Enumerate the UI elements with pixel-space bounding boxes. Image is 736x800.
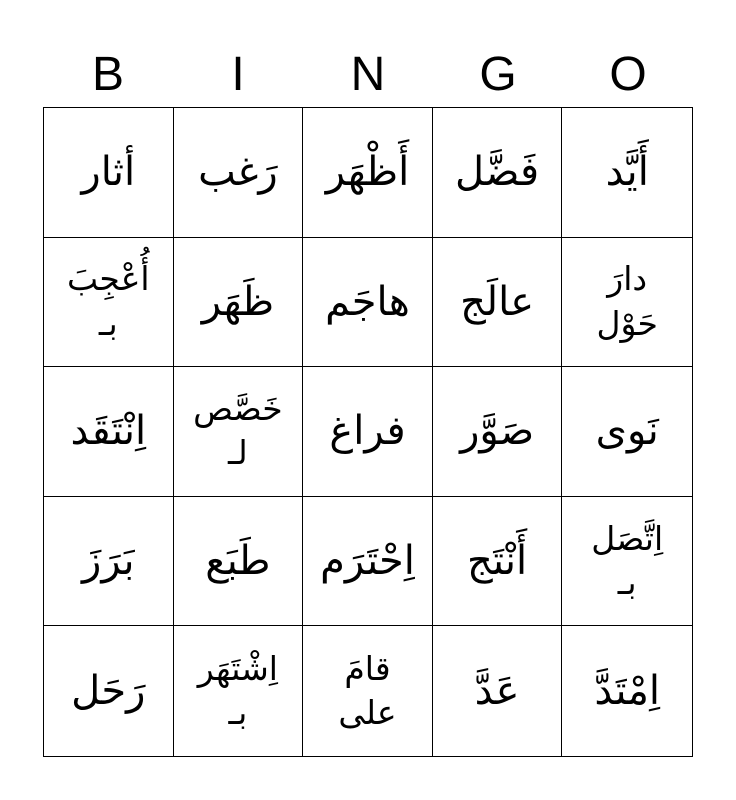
bingo-cell-o-4[interactable] xyxy=(562,497,692,627)
bingo-cell-b-3[interactable] xyxy=(44,367,174,497)
bingo-cell-n-1[interactable] xyxy=(303,108,433,238)
bingo-cell-i-3[interactable] xyxy=(174,367,304,497)
bingo-cell-n-5[interactable] xyxy=(303,626,433,756)
bingo-cell-word: صَوَّر xyxy=(460,409,535,454)
bingo-cell-word: طَبَع xyxy=(205,539,271,584)
header-letter-n: N xyxy=(350,48,386,101)
bingo-cell-word: اِشْتَهَر بـ xyxy=(197,649,278,732)
bingo-cell-g-2[interactable] xyxy=(433,238,563,368)
bingo-cell-word: اِمْتَدَّ xyxy=(594,669,660,714)
bingo-cell-i-2[interactable] xyxy=(174,238,304,368)
bingo-cell-word: قامَ على xyxy=(338,649,397,732)
bingo-cell-g-1[interactable] xyxy=(433,108,563,238)
bingo-cell-word: اِحْتَرَم xyxy=(320,539,415,584)
bingo-cell-word: رَغب xyxy=(198,150,278,195)
bingo-cell-g-4[interactable] xyxy=(433,497,563,627)
bingo-cell-word: عَدَّ xyxy=(474,669,520,714)
bingo-cell-word: رَحَل xyxy=(71,669,146,714)
bingo-cell-g-5[interactable] xyxy=(433,626,563,756)
bingo-cell-word: أُعْجِبَ بـ xyxy=(67,260,150,342)
bingo-cell-n-3[interactable] xyxy=(303,367,433,497)
bingo-cell-b-5[interactable] xyxy=(44,626,174,756)
bingo-cell-i-1[interactable] xyxy=(174,108,304,238)
header-letter-o: O xyxy=(609,48,647,101)
bingo-cell-b-2[interactable] xyxy=(44,238,174,368)
bingo-cell-b-1[interactable] xyxy=(44,108,174,238)
bingo-cell-g-3[interactable] xyxy=(433,367,563,497)
bingo-cell-word: ظَهَر xyxy=(201,279,275,324)
header-letter-b: B xyxy=(91,48,124,101)
bingo-cell-word: خَصَّص لـ xyxy=(193,389,283,472)
bingo-cell-word: اِنْتَقَد xyxy=(70,409,147,454)
bingo-cell-word: اِتَّصَل بـ xyxy=(591,519,664,602)
header-letter-i: I xyxy=(231,48,245,101)
bingo-cell-i-4[interactable] xyxy=(174,497,304,627)
bingo-cell-word: أَظْهَر xyxy=(325,150,410,195)
bingo-cell-word: فراغ xyxy=(329,409,406,454)
bingo-cell-o-3[interactable] xyxy=(562,367,692,497)
bingo-cell-o-5[interactable] xyxy=(562,626,692,756)
bingo-cell-word: فَضَّل xyxy=(455,150,540,195)
bingo-cell-o-1[interactable] xyxy=(562,108,692,238)
bingo-cell-o-2[interactable] xyxy=(562,238,692,368)
bingo-cell-b-4[interactable] xyxy=(44,497,174,627)
bingo-cell-n-2[interactable] xyxy=(303,238,433,368)
bingo-cell-word: أَنْتَج xyxy=(467,539,528,584)
bingo-cell-word: هاجَم xyxy=(325,279,410,324)
bingo-board xyxy=(43,107,693,757)
bingo-cell-word: بَرَزَ xyxy=(82,539,135,584)
header-letter-g: G xyxy=(479,48,517,101)
bingo-cell-n-4[interactable] xyxy=(303,497,433,627)
bingo-cell-word: نَوى xyxy=(595,409,659,454)
bingo-cell-word: دارَ حَوْل xyxy=(596,260,658,342)
bingo-cell-word: أثار xyxy=(81,150,136,195)
bingo-cell-word: عالَج xyxy=(460,279,535,324)
bingo-cell-word: أَيَّد xyxy=(605,150,649,195)
bingo-header xyxy=(43,44,693,106)
bingo-cell-i-5[interactable] xyxy=(174,626,304,756)
